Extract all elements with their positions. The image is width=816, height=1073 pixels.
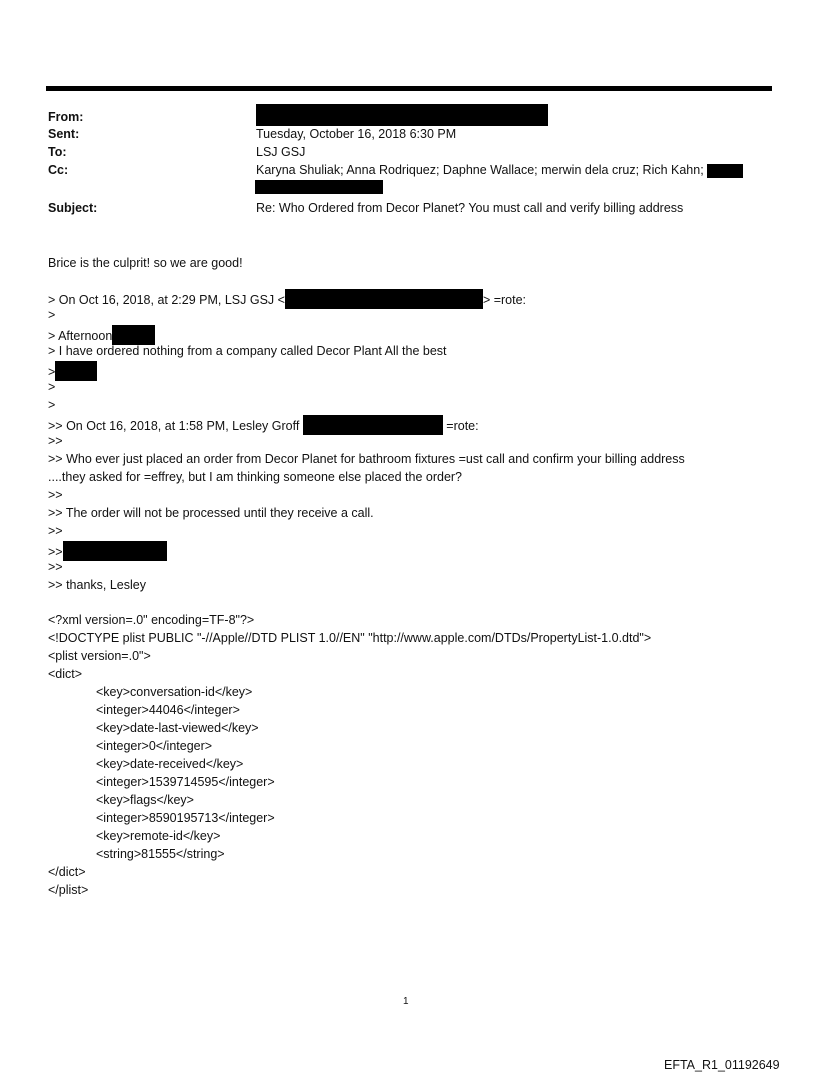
- plist-line: <integer>1539714595</integer>: [96, 775, 275, 789]
- plist-line: <?xml version=.0" encoding=TF-8"?>: [48, 613, 255, 627]
- to-label: To:: [48, 145, 67, 159]
- redaction-block: [63, 541, 167, 561]
- body-line: >>: [48, 488, 63, 502]
- plist-line: <key>conversation-id</key>: [96, 685, 253, 699]
- body-line: >>: [48, 434, 63, 448]
- to-value: LSJ GSJ: [256, 145, 306, 159]
- redaction-block: [112, 325, 155, 345]
- body-line: ....they asked for =effrey, but I am thinking someone else placed the order?: [48, 470, 463, 484]
- plist-line: <key>flags</key>: [96, 793, 194, 807]
- body-line: >: [48, 398, 56, 412]
- plist-line: <integer>44046</integer>: [96, 703, 240, 717]
- plist-line: <string>81555</string>: [96, 847, 225, 861]
- bates-number: EFTA_R1_01192649: [664, 1058, 780, 1072]
- cc-label: Cc:: [48, 163, 69, 177]
- plist-line: <plist version=.0">: [48, 649, 151, 663]
- body-line: > I have ordered nothing from a company called Decor Plant All the best: [48, 344, 447, 358]
- body-text: >> On Oct 16, 2018, at 1:58 PM, Lesley Groff: [48, 419, 300, 433]
- redaction-block: [255, 180, 383, 194]
- redaction-block: [256, 104, 548, 126]
- body-line: [48, 361, 97, 381]
- plist-line: <integer>0</integer>: [96, 739, 213, 753]
- body-line: [48, 325, 155, 345]
- sent-label: Sent:: [48, 127, 80, 141]
- redaction-block: [707, 164, 743, 178]
- redaction-block: [55, 361, 97, 381]
- body-line: [48, 541, 167, 561]
- page-number: 1: [403, 996, 409, 1007]
- cc-text: Karyna Shuliak; Anna Rodriquez; Daphne Wallace; merwin dela cruz; Rich Kahn;: [256, 163, 704, 177]
- body-line: [48, 415, 479, 435]
- cc-row: [48, 163, 768, 181]
- from-value: [256, 104, 548, 126]
- redaction-block: [285, 289, 483, 309]
- body-line: >>: [48, 560, 63, 574]
- body-text: >>: [48, 545, 63, 559]
- sent-row: [48, 127, 768, 145]
- body-text: > =rote:: [482, 293, 527, 307]
- body-line: >>: [48, 524, 63, 538]
- plist-line: <dict>: [48, 667, 83, 681]
- body-text: > On Oct 16, 2018, at 2:29 PM, LSJ GSJ <: [48, 293, 285, 307]
- to-row: [48, 145, 768, 163]
- plist-line: </dict>: [48, 865, 86, 879]
- body-line: >> Who ever just placed an order from Decor Planet for bathroom fixtures =ust call and confirm your billing address: [48, 452, 685, 466]
- from-row: [48, 110, 768, 128]
- subject-row: [48, 201, 768, 219]
- plist-line: <key>date-received</key>: [96, 757, 244, 771]
- header-rule: [46, 86, 772, 91]
- subject-value: Re: Who Ordered from Decor Planet? You must call and verify billing address: [256, 201, 684, 215]
- plist-line: <key>date-last-viewed</key>: [96, 721, 259, 735]
- sent-value: Tuesday, October 16, 2018 6:30 PM: [256, 127, 457, 141]
- subject-label: Subject:: [48, 201, 98, 215]
- body-line: [48, 289, 526, 309]
- plist-line: </plist>: [48, 883, 89, 897]
- body-line: >: [48, 380, 56, 394]
- body-line: >: [48, 308, 56, 322]
- plist-line: <key>remote-id</key>: [96, 829, 221, 843]
- cc-value: [256, 163, 743, 178]
- plist-line: <!DOCTYPE plist PUBLIC "-//Apple//DTD PLIST 1.0//EN" "http://www.apple.com/DTDs/PropertyList-1.0.dtd">: [48, 631, 652, 645]
- body-line: Brice is the culprit! so we are good!: [48, 256, 243, 270]
- plist-line: <integer>8590195713</integer>: [96, 811, 275, 825]
- redaction-block: [303, 415, 443, 435]
- body-text: >: [48, 365, 56, 379]
- body-line: >> The order will not be processed until they receive a call.: [48, 506, 374, 520]
- from-label: From:: [48, 110, 84, 124]
- body-text: > Afternoon: [48, 329, 113, 343]
- body-text: =rote:: [446, 419, 479, 433]
- body-line: >> thanks, Lesley: [48, 578, 146, 592]
